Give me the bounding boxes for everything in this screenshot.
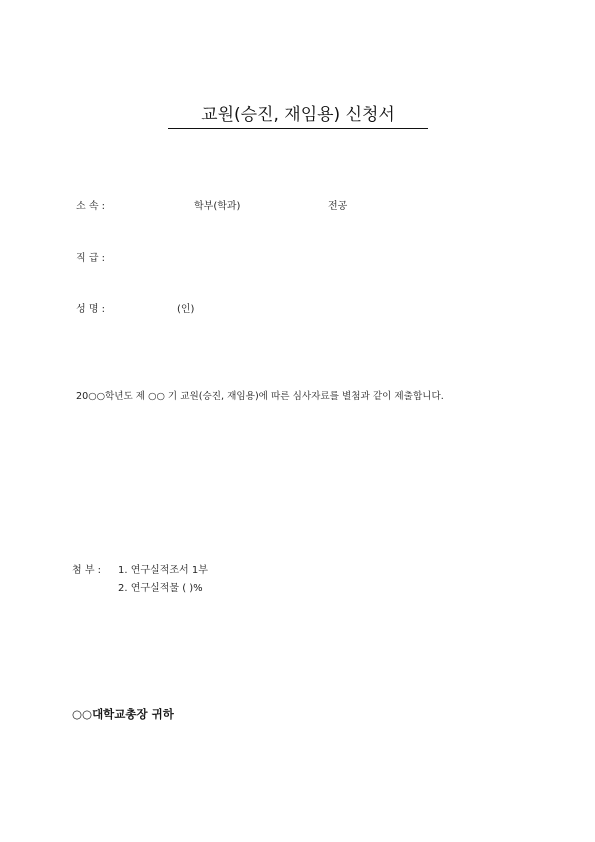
name-label: 성 명 : [76, 304, 106, 315]
submission-statement: 20○○학년도 제 ○○ 기 교원(승진, 재임용)에 따른 심사자료를 별첨과 같이 제출합니다. [76, 391, 444, 402]
seal-mark: (인) [177, 304, 195, 315]
major-field-label: 전공 [328, 201, 348, 212]
attachment-item-research-output: 2. 연구실적물 ( )% [118, 583, 203, 594]
attachments-label: 첨 부 : [72, 565, 102, 576]
department-field-label: 학부(학과) [194, 201, 241, 212]
document-title: 교원(승진, 재임용) 신청서 [168, 104, 428, 129]
position-label: 직 급 : [76, 253, 106, 264]
attachment-item-research-report: 1. 연구실적조서 1부 [118, 565, 208, 576]
affiliation-label: 소 속 : [76, 201, 106, 212]
addressee: ○○대학교총장 귀하 [72, 707, 174, 721]
